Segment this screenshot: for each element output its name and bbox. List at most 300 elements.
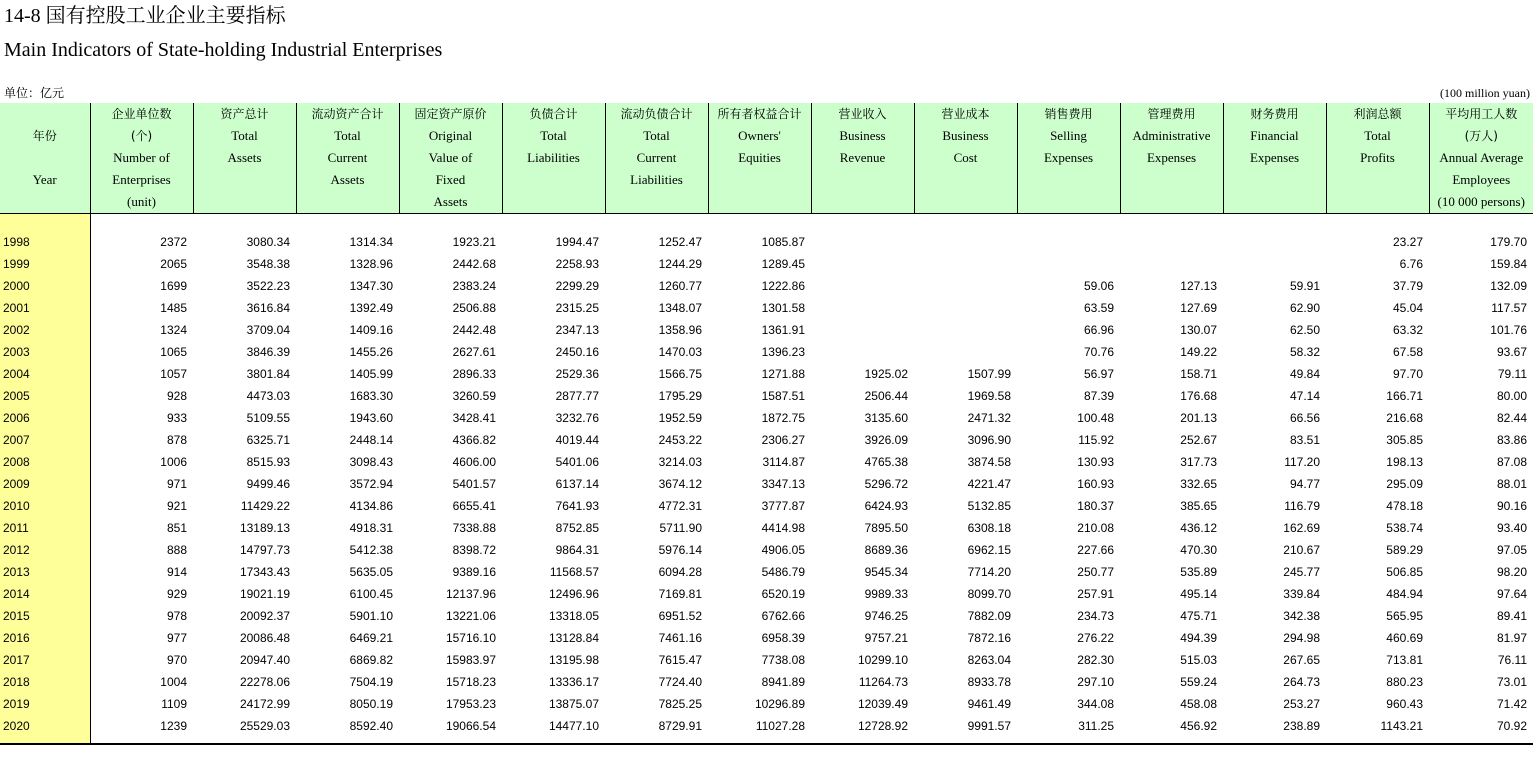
value-cell: 257.91 — [1077, 587, 1114, 601]
table-row — [0, 649, 1533, 671]
column-header-line — [0, 147, 90, 169]
value-cell: 6958.39 — [761, 631, 805, 645]
table-row — [0, 429, 1533, 451]
value-cell: 7738.08 — [761, 653, 805, 667]
value-cell: 8752.85 — [555, 521, 599, 535]
spacer-cell — [1223, 214, 1326, 232]
value-cell: 73.01 — [1496, 675, 1527, 689]
value-cell: 10296.89 — [754, 697, 805, 711]
column-header-line: 负债合计 — [529, 107, 578, 121]
value-cell: 4366.82 — [452, 433, 496, 447]
column-header-line: Original — [428, 128, 473, 143]
value-cell: 1085.87 — [761, 235, 805, 249]
end-cell — [1429, 737, 1533, 744]
value-cell: 7895.50 — [864, 521, 908, 535]
value-cell: 9864.31 — [555, 543, 599, 557]
column-header — [1429, 103, 1533, 214]
value-cell: 970 — [166, 653, 187, 667]
value-cell: 87.39 — [1083, 389, 1114, 403]
column-header — [914, 103, 1017, 214]
value-cell: 14797.73 — [239, 543, 290, 557]
value-cell: 71.42 — [1496, 697, 1527, 711]
column-header-line: Assets — [433, 194, 468, 209]
value-cell: 1361.91 — [761, 323, 805, 337]
table-row — [0, 275, 1533, 297]
value-cell: 2315.25 — [555, 301, 599, 315]
value-cell: 70.76 — [1083, 345, 1114, 359]
value-cell: 98.20 — [1496, 565, 1527, 579]
value-cell: 8941.89 — [761, 675, 805, 689]
value-cell: 456.92 — [1180, 719, 1217, 733]
value-cell: 63.59 — [1083, 301, 1114, 315]
value-cell: 70.92 — [1496, 719, 1527, 733]
spacer-cell — [399, 214, 502, 232]
value-cell: 1109 — [161, 697, 187, 711]
column-header — [605, 103, 708, 214]
value-cell: 7724.40 — [658, 675, 702, 689]
value-cell: 19066.54 — [445, 719, 496, 733]
value-cell: 5401.57 — [452, 477, 496, 491]
value-cell: 6094.28 — [658, 565, 702, 579]
value-cell: 80.00 — [1496, 389, 1527, 403]
value-cell: 478.18 — [1386, 499, 1423, 513]
value-cell: 7504.19 — [349, 675, 393, 689]
year-cell: 2019 — [0, 693, 90, 715]
column-header-line: Total — [643, 128, 670, 143]
column-header-line: Equities — [738, 150, 781, 165]
value-cell: 559.24 — [1180, 675, 1217, 689]
value-cell: 5486.79 — [761, 565, 805, 579]
value-cell: 1244.29 — [658, 257, 702, 271]
table-row — [0, 693, 1533, 715]
value-cell: 2896.33 — [452, 367, 496, 381]
column-header-line: 流动负债合计 — [620, 107, 693, 121]
value-cell: 1396.23 — [761, 345, 805, 359]
value-cell: 97.70 — [1392, 367, 1423, 381]
value-cell: 216.68 — [1386, 411, 1423, 425]
value-cell: 3260.59 — [452, 389, 496, 403]
value-cell: 1004 — [160, 675, 187, 689]
value-cell: 535.89 — [1180, 565, 1217, 579]
value-cell: 339.84 — [1283, 587, 1320, 601]
value-cell — [1223, 231, 1326, 253]
value-cell: 297.10 — [1077, 675, 1114, 689]
value-cell: 158.71 — [1180, 367, 1217, 381]
value-cell — [811, 341, 914, 363]
column-header-line: Expenses — [1249, 150, 1300, 165]
value-cell: 130.07 — [1180, 323, 1217, 337]
value-cell: 83.51 — [1289, 433, 1320, 447]
value-cell: 4765.38 — [864, 455, 908, 469]
value-cell: 130.93 — [1077, 455, 1114, 469]
value-cell: 3135.60 — [864, 411, 908, 425]
value-cell: 6655.41 — [452, 499, 496, 513]
value-cell: 2258.93 — [555, 257, 599, 271]
column-header — [1223, 103, 1326, 214]
column-header-line: 流动资产合计 — [311, 107, 384, 121]
column-header — [1326, 103, 1429, 214]
value-cell: 8099.70 — [967, 587, 1011, 601]
value-cell: 162.69 — [1283, 521, 1320, 535]
value-cell: 13195.98 — [548, 653, 599, 667]
value-cell: 436.12 — [1180, 521, 1217, 535]
value-cell: 2627.61 — [452, 345, 496, 359]
value-cell: 3214.03 — [658, 455, 702, 469]
value-cell: 8689.36 — [864, 543, 908, 557]
value-cell: 3777.87 — [761, 499, 805, 513]
table-row — [0, 605, 1533, 627]
spacer-row — [0, 214, 1533, 232]
value-cell: 8263.04 — [967, 653, 1011, 667]
page-title-english: Main Indicators of State-holding Industrial Enterprises — [4, 39, 443, 61]
value-cell: 3428.41 — [452, 411, 496, 425]
value-cell: 210.08 — [1077, 521, 1114, 535]
value-cell: 3098.43 — [349, 455, 393, 469]
value-cell: 90.16 — [1496, 499, 1527, 513]
value-cell: 15983.97 — [445, 653, 496, 667]
value-cell — [811, 319, 914, 341]
value-cell: 2372 — [160, 235, 187, 249]
table-row — [0, 451, 1533, 473]
column-header-line: Value of — [428, 150, 473, 165]
value-cell: 2347.13 — [555, 323, 599, 337]
value-cell: 11264.73 — [858, 675, 908, 689]
spacer-cell — [1017, 214, 1120, 232]
value-cell: 1455.26 — [349, 345, 393, 359]
value-cell: 176.68 — [1180, 389, 1217, 403]
column-header-line: Cost — [953, 150, 978, 165]
table-row — [0, 231, 1533, 253]
year-cell: 2017 — [0, 649, 90, 671]
year-cell: 2010 — [0, 495, 90, 517]
value-cell: 1507.99 — [967, 367, 1011, 381]
table-header — [0, 103, 1533, 214]
value-cell: 66.56 — [1289, 411, 1320, 425]
value-cell: 1271.88 — [761, 367, 805, 381]
value-cell: 475.71 — [1180, 609, 1217, 623]
value-cell: 2506.88 — [452, 301, 496, 315]
value-cell — [1223, 253, 1326, 275]
value-cell: 2453.22 — [658, 433, 702, 447]
column-header — [399, 103, 502, 214]
end-cell — [1223, 737, 1326, 744]
value-cell: 5296.72 — [864, 477, 908, 491]
column-header-line: Total — [1364, 128, 1391, 143]
value-cell: 10299.10 — [857, 653, 908, 667]
end-cell — [914, 737, 1017, 744]
spacer-cell — [296, 214, 399, 232]
value-cell: 81.97 — [1496, 631, 1527, 645]
value-cell: 166.71 — [1386, 389, 1423, 403]
value-cell: 458.08 — [1180, 697, 1217, 711]
table-row — [0, 385, 1533, 407]
value-cell: 234.73 — [1077, 609, 1114, 623]
value-cell — [811, 253, 914, 275]
column-header-line: (个) — [130, 129, 153, 143]
value-cell: 1952.59 — [658, 411, 702, 425]
value-cell: 149.22 — [1180, 345, 1217, 359]
value-cell: 8933.78 — [967, 675, 1011, 689]
value-cell: 1289.45 — [761, 257, 805, 271]
column-header-line: Administrative — [1132, 128, 1211, 143]
table-row — [0, 627, 1533, 649]
value-cell: 37.79 — [1392, 279, 1423, 293]
value-cell: 9757.21 — [864, 631, 908, 645]
value-cell: 7882.09 — [967, 609, 1011, 623]
value-cell: 305.85 — [1386, 433, 1423, 447]
value-cell: 227.66 — [1077, 543, 1114, 557]
value-cell: 1347.30 — [349, 279, 393, 293]
value-cell: 1587.51 — [761, 389, 805, 403]
value-cell: 7714.20 — [967, 565, 1011, 579]
value-cell: 311.25 — [1078, 719, 1114, 733]
value-cell: 4414.98 — [761, 521, 805, 535]
value-cell: 3674.12 — [658, 477, 702, 491]
column-header-line: Financial — [1250, 128, 1299, 143]
value-cell: 4918.31 — [349, 521, 393, 535]
value-cell: 94.77 — [1289, 477, 1320, 491]
table-row — [0, 583, 1533, 605]
year-cell: 2008 — [0, 451, 90, 473]
column-header-line: 管理费用 — [1147, 107, 1196, 121]
column-header-line: 年份 — [32, 129, 57, 143]
value-cell: 14477.10 — [548, 719, 599, 733]
value-cell: 3080.34 — [246, 235, 290, 249]
value-cell: 1923.21 — [452, 235, 496, 249]
end-cell — [811, 737, 914, 744]
value-cell: 17953.23 — [445, 697, 496, 711]
value-cell: 67.58 — [1392, 345, 1423, 359]
value-cell: 921 — [166, 499, 187, 513]
column-header-line: Business — [839, 128, 886, 143]
value-cell — [1017, 231, 1120, 253]
value-cell: 20092.37 — [239, 609, 290, 623]
column-header — [811, 103, 914, 214]
value-cell: 2065 — [160, 257, 187, 271]
page-title-chinese: 14-8 国有控股工业企业主要指标 — [4, 5, 286, 27]
value-cell: 971 — [166, 477, 187, 491]
year-cell: 2011 — [0, 517, 90, 539]
value-cell: 20947.40 — [239, 653, 290, 667]
value-cell: 88.01 — [1496, 477, 1527, 491]
value-cell: 13221.06 — [445, 609, 496, 623]
value-cell: 12039.49 — [857, 697, 908, 711]
value-cell: 978 — [166, 609, 187, 623]
end-cell — [90, 737, 193, 744]
value-cell: 59.91 — [1289, 279, 1320, 293]
value-cell: 914 — [166, 565, 187, 579]
column-header-line: Selling — [1050, 128, 1087, 143]
value-cell: 880.23 — [1386, 675, 1423, 689]
value-cell: 506.85 — [1386, 565, 1423, 579]
value-cell: 1943.60 — [349, 411, 393, 425]
table-row — [0, 407, 1533, 429]
value-cell: 83.86 — [1496, 433, 1527, 447]
value-cell: 58.32 — [1289, 345, 1320, 359]
value-cell: 180.37 — [1077, 499, 1114, 513]
value-cell — [811, 275, 914, 297]
value-cell: 7872.16 — [967, 631, 1011, 645]
value-cell: 24172.99 — [239, 697, 290, 711]
value-cell: 6469.21 — [349, 631, 393, 645]
value-cell: 928 — [166, 389, 187, 403]
value-cell: 2471.32 — [967, 411, 1011, 425]
value-cell — [811, 297, 914, 319]
value-cell: 4906.05 — [761, 543, 805, 557]
value-cell: 7641.93 — [555, 499, 599, 513]
value-cell: 198.13 — [1386, 455, 1423, 469]
column-header-line: Year — [32, 172, 57, 187]
value-cell: 253.27 — [1283, 697, 1320, 711]
spacer-cell — [1429, 214, 1533, 232]
value-cell: 87.08 — [1496, 455, 1527, 469]
value-cell: 12137.96 — [445, 587, 496, 601]
column-header — [502, 103, 605, 214]
value-cell: 89.41 — [1496, 609, 1527, 623]
column-header — [193, 103, 296, 214]
year-cell: 2020 — [0, 715, 90, 737]
value-cell: 13336.17 — [548, 675, 599, 689]
column-header-line: Liabilities — [527, 150, 580, 165]
year-cell: 2015 — [0, 605, 90, 627]
value-cell: 97.05 — [1496, 543, 1527, 557]
column-header-line: Employees — [1452, 172, 1511, 187]
value-cell: 63.32 — [1392, 323, 1423, 337]
value-cell: 66.96 — [1083, 323, 1114, 337]
value-cell: 6962.15 — [967, 543, 1011, 557]
value-cell: 9389.16 — [452, 565, 496, 579]
value-cell: 160.93 — [1077, 477, 1114, 491]
value-cell: 1566.75 — [658, 367, 702, 381]
year-cell: 2003 — [0, 341, 90, 363]
column-header-line: (unit) — [127, 194, 156, 209]
column-header-line: Current — [636, 150, 677, 165]
value-cell: 2448.14 — [349, 433, 393, 447]
value-cell — [914, 253, 1017, 275]
table-bottom-border — [0, 737, 1533, 744]
spacer-cell — [914, 214, 1017, 232]
value-cell: 3846.39 — [246, 345, 290, 359]
value-cell: 7169.81 — [658, 587, 702, 601]
value-cell — [1120, 253, 1223, 275]
column-header-line: Assets — [330, 172, 365, 187]
value-cell: 6308.18 — [967, 521, 1011, 535]
value-cell: 3548.38 — [246, 257, 290, 271]
value-cell: 1699 — [160, 279, 187, 293]
value-cell: 22278.06 — [239, 675, 290, 689]
value-cell: 159.84 — [1490, 257, 1527, 271]
table-row — [0, 297, 1533, 319]
value-cell: 1143.21 — [1380, 719, 1423, 733]
value-cell: 9991.57 — [967, 719, 1011, 733]
year-cell: 1999 — [0, 253, 90, 275]
value-cell: 9545.34 — [864, 565, 908, 579]
value-cell: 960.43 — [1386, 697, 1423, 711]
value-cell: 1065 — [160, 345, 187, 359]
value-cell: 2299.29 — [555, 279, 599, 293]
column-header-line: Current — [327, 150, 368, 165]
value-cell: 45.04 — [1392, 301, 1423, 315]
value-cell: 93.67 — [1496, 345, 1527, 359]
value-cell: 470.30 — [1180, 543, 1217, 557]
value-cell: 1348.07 — [658, 301, 702, 315]
value-cell: 127.69 — [1180, 301, 1217, 315]
indicators-table — [0, 103, 1533, 745]
value-cell: 1057 — [160, 367, 187, 381]
table-row — [0, 319, 1533, 341]
end-cell — [193, 737, 296, 744]
end-cell — [1326, 737, 1429, 744]
value-cell: 3926.09 — [864, 433, 908, 447]
value-cell: 2877.77 — [555, 389, 599, 403]
value-cell: 9746.25 — [864, 609, 908, 623]
table-row — [0, 363, 1533, 385]
column-header-line: 企业单位数 — [111, 107, 172, 121]
column-header — [708, 103, 811, 214]
value-cell: 6951.52 — [658, 609, 702, 623]
value-cell: 3572.94 — [349, 477, 393, 491]
value-cell: 132.09 — [1490, 279, 1527, 293]
end-cell — [296, 737, 399, 744]
value-cell — [914, 231, 1017, 253]
value-cell: 8398.72 — [452, 543, 496, 557]
unit-label-english: (100 million yuan) — [1440, 86, 1530, 100]
column-header-line: Enterprises — [112, 172, 171, 187]
end-cell — [399, 737, 502, 744]
spacer-cell — [502, 214, 605, 232]
year-cell: 2007 — [0, 429, 90, 451]
value-cell: 12496.96 — [548, 587, 599, 601]
value-cell: 7615.47 — [658, 653, 702, 667]
value-cell: 5711.90 — [659, 521, 702, 535]
value-cell: 1969.58 — [967, 389, 1011, 403]
value-cell: 851 — [166, 521, 187, 535]
value-cell: 117.20 — [1284, 455, 1320, 469]
value-cell — [1120, 231, 1223, 253]
value-cell: 3347.13 — [761, 477, 805, 491]
value-cell: 115.92 — [1078, 433, 1114, 447]
spacer-cell — [811, 214, 914, 232]
value-cell: 11568.57 — [549, 565, 599, 579]
value-cell: 179.70 — [1490, 235, 1527, 249]
value-cell: 210.67 — [1283, 543, 1320, 557]
value-cell: 267.65 — [1283, 653, 1320, 667]
value-cell: 7338.88 — [452, 521, 496, 535]
value-cell: 5412.38 — [349, 543, 393, 557]
value-cell: 1795.29 — [658, 389, 702, 403]
value-cell: 49.84 — [1289, 367, 1320, 381]
value-cell: 250.77 — [1077, 565, 1114, 579]
value-cell: 252.67 — [1180, 433, 1217, 447]
value-cell: 1392.49 — [349, 301, 393, 315]
value-cell: 5132.85 — [967, 499, 1011, 513]
value-cell: 9461.49 — [967, 697, 1011, 711]
value-cell: 1872.75 — [761, 411, 805, 425]
value-cell — [914, 297, 1017, 319]
table-body — [0, 214, 1533, 745]
value-cell: 201.13 — [1180, 411, 1217, 425]
value-cell: 59.06 — [1083, 279, 1114, 293]
value-cell: 101.76 — [1490, 323, 1527, 337]
value-cell: 332.65 — [1180, 477, 1217, 491]
value-cell: 62.90 — [1289, 301, 1320, 315]
header-row — [0, 103, 1533, 214]
value-cell: 76.11 — [1497, 653, 1527, 667]
table-row — [0, 473, 1533, 495]
value-cell: 127.13 — [1180, 279, 1217, 293]
value-cell: 342.38 — [1283, 609, 1320, 623]
value-cell — [914, 319, 1017, 341]
